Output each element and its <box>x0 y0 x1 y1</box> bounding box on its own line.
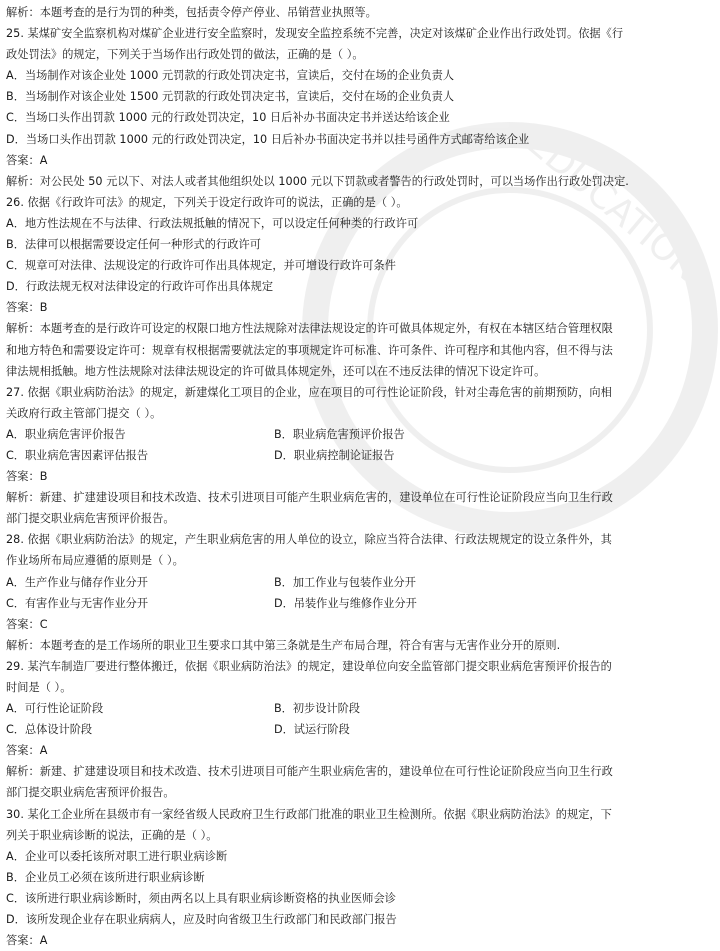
option-row <box>6 698 634 719</box>
answer-line: 答案：C <box>6 617 48 631</box>
answer-line: 答案：A <box>6 744 48 758</box>
svg-text:EDUCATION: EDUCATION <box>519 122 709 291</box>
answer-line: 答案：A <box>6 934 48 948</box>
text-line: 政处罚法》的规定，下列关于当场作出行政处罚的做法，正确的是（ ）。 <box>6 48 364 62</box>
explanation-line: 解析：对公民处 50 元以下、对法人或者其他组织处以 1000 元以下罚款或者警告的行政处罚时，可以当场作出行政处罚决定. <box>6 174 629 188</box>
option-line: D．当场口头作出罚款 1000 元的行政处罚决定，10 日后补办书面决定书并以挂号函件方式邮寄给该企业 <box>6 132 530 146</box>
option-line: B．当场制作对该企业处 1500 元罚款的行政处罚决定书，宣读后，交付在场的企业负责人 <box>6 90 455 104</box>
explanation-line: 解析：本题考查的是行为罚的种类，包括责令停产停业、吊销营业执照等。 <box>6 6 377 19</box>
option-line: B．加工作业与包装作业分开 <box>274 575 416 589</box>
text-line: 和地方特色和需要设定许可：规章有权根据需要就法定的事项规定许可标准、许可条件、许可程序和其他内容，但不得与法 <box>6 343 613 357</box>
explanation-line: 解析：本题考查的是行政许可设定的权限口地方性法规除对法律法规设定的许可做具体规定外，有权在本辖区结合管理权限 <box>6 322 613 336</box>
text-line: 时间是（ ）。 <box>6 681 72 694</box>
question-line: 25. 某煤矿安全监察机构对煤矿企业进行安全监察时，发现安全监控系统不完善，决定对该煤矿企业作出行政处罚。依据《行 <box>6 27 624 41</box>
question-line: 30. 某化工企业所在县级市有一家经省级人民政府卫生行政部门批准的职业卫生检测所。依据《职业病防治法》的规定，下 <box>6 807 612 821</box>
question-line: 26. 依据《行政许可法》的规定，下列关于设定行政许可的说法，正确的是（ ）。 <box>6 195 408 209</box>
question-line: 28. 依据《职业病防治法》的规定，产生职业病危害的用人单位的设立，除应当符合法律、行政法规规定的设立条件外，其 <box>6 533 612 547</box>
explanation-line: 解析：本题考查的是工作场所的职业卫生要求口其中第三条就是生产布局合理，符合有害与无害作业分开的原则. <box>6 638 561 652</box>
option-line: C．该所进行职业病诊断时，须由两名以上具有职业病诊断资格的执业医师会诊 <box>6 891 396 905</box>
option-line: D．行政法规无权对法律设定的行政许可作出具体规定 <box>6 280 274 294</box>
option-line: B．初步设计阶段 <box>274 702 360 716</box>
answer-line: 答案：B <box>6 470 48 484</box>
option-row <box>6 593 634 614</box>
document-page <box>6 2 634 951</box>
option-row <box>6 719 634 740</box>
option-line: D．职业病控制论证报告 <box>274 448 395 462</box>
explanation-line: 解析：新建、扩建建设项目和技术改造、技术引进项目可能产生职业病危害的，建设单位在可行性论证阶段应当向卫生行政 <box>6 491 613 505</box>
option-row <box>6 424 634 445</box>
option-line: C．当场口头作出罚款 1000 元的行政处罚决定，10 日后补办书面决定书并送达给该企业 <box>6 111 450 125</box>
explanation-line: 解析：新建、扩建建设项目和技术改造、技术引进项目可能产生职业病危害的，建设单位在可行性论证阶段应当向卫生行政 <box>6 765 613 779</box>
answer-line: 答案：B <box>6 301 48 315</box>
option-line: A．生产作业与储存作业分开 <box>6 575 148 589</box>
option-line: C．有害作业与无害作业分开 <box>6 596 149 610</box>
text-line: 部门提交职业病危害预评价报告。 <box>6 786 175 800</box>
answer-line: 答案：A <box>6 153 48 167</box>
text-line: 列关于职业病诊断的说法，正确的是（ ）。 <box>6 828 218 842</box>
text-line: 作业场所布局应遵循的原则是（ ）。 <box>6 554 184 568</box>
option-line: C．规章可对法律、法规设定的行政许可作出具体规定，并可增设行政许可条件 <box>6 259 396 273</box>
option-line: B．职业病危害预评价报告 <box>274 427 405 441</box>
text-line: 关政府行政主管部门提交（ ）。 <box>6 406 162 420</box>
option-line: A．地方性法规在不与法律、行政法规抵触的情况下，可以设定任何种类的行政许可 <box>6 216 419 230</box>
option-line: A．当场制作对该企业处 1000 元罚款的行政处罚决定书，宣读后，交付在场的企业负责人 <box>6 69 455 83</box>
option-row <box>6 572 634 593</box>
option-line: D．试运行阶段 <box>274 723 350 737</box>
option-line: C．职业病危害因素评估报告 <box>6 448 149 462</box>
option-row <box>6 445 634 466</box>
option-line: A．可行性论证阶段 <box>6 702 104 716</box>
option-line: B．法律可以根据需要设定任何一种形式的行政许可 <box>6 238 261 252</box>
question-line: 29. 某汽车制造厂要进行整体搬迁，依据《职业病防治法》的规定，建设单位向安全监管部门提交职业病危害预评价报告的 <box>6 659 612 673</box>
option-line: B．企业员工必须在该所进行职业病诊断 <box>6 870 205 884</box>
option-line: C．总体设计阶段 <box>6 723 93 737</box>
text-line: 部门提交职业病危害预评价报告。 <box>6 512 175 526</box>
question-line: 27. 依据《职业病防治法》的规定，新建煤化工项目的企业，应在项目的可行性论证阶段，针对尘毒危害的前期预防，向相 <box>6 385 612 399</box>
option-line: D．吊装作业与维修作业分开 <box>274 596 417 610</box>
option-line: D．该所发现企业存在职业病病人，应及时向省级卫生行政部门和民政部门报告 <box>6 913 397 927</box>
text-line: 律法规相抵触。地方性法规除对法律法规设定的许可做具体规定外，还可以在不违反法律的情况下设定许可。 <box>6 364 546 378</box>
option-line: A．企业可以委托该所对职工进行职业病诊断 <box>6 849 228 863</box>
option-line: A．职业病危害评价报告 <box>6 427 126 441</box>
